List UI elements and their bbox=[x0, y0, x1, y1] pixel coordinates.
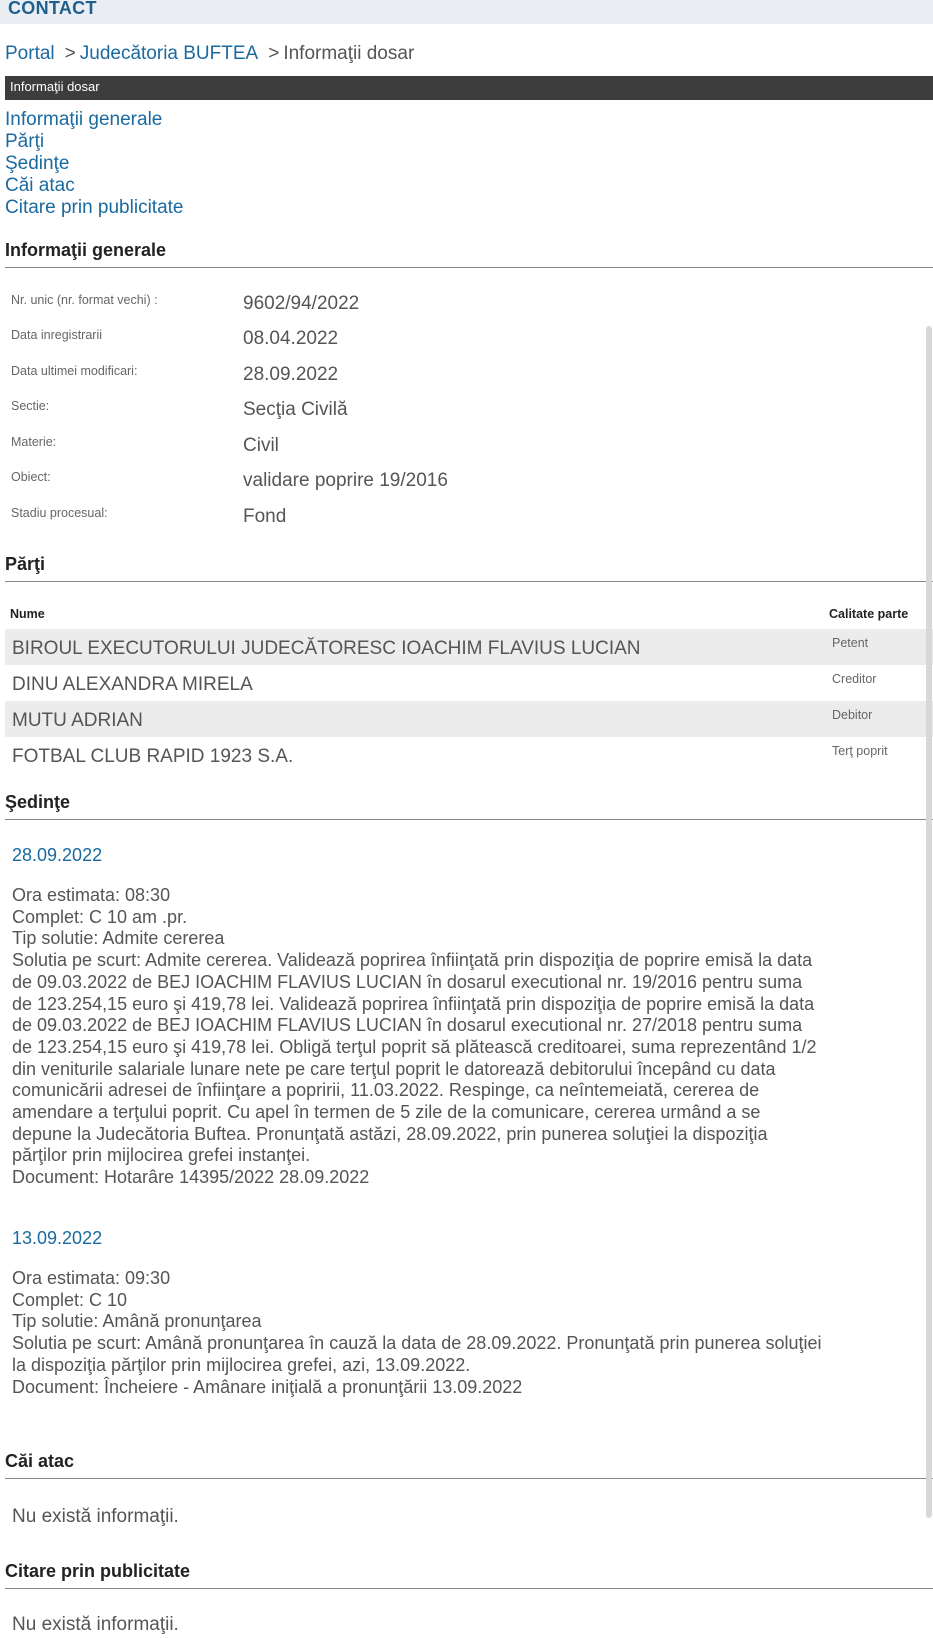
info-row bbox=[11, 470, 911, 504]
party-row bbox=[5, 701, 933, 737]
info-row bbox=[11, 328, 911, 362]
info-label: Sectie: bbox=[11, 399, 50, 413]
hearing-line: depune la Judecătoria Buftea. Pronunţată astăzi, 28.09.2022, prin punerea soluţiei la dispoziţia bbox=[12, 1123, 768, 1144]
hearing-line: Solutia pe scurt: Amână pronunţarea în cauză la data de 28.09.2022. Pronunţată prin punerea soluţiei bbox=[12, 1333, 822, 1354]
info-row bbox=[11, 364, 911, 398]
info-label: Obiect: bbox=[11, 470, 51, 484]
top-bar bbox=[0, 0, 933, 24]
column-header-role: Calitate parte bbox=[829, 607, 909, 621]
party-name: MUTU ADRIAN bbox=[12, 710, 143, 731]
party-row bbox=[5, 665, 933, 701]
scrollbar[interactable] bbox=[926, 326, 932, 1518]
info-label: Nr. unic (nr. format vechi) : bbox=[11, 293, 158, 307]
hearing-line: de 123.254,15 euro şi 419,78 lei. Validează poprirea înfiinţată prin dispoziţia de poprire emisă la data bbox=[12, 993, 815, 1014]
hearing-line: Tip solutie: Amână pronunţarea bbox=[12, 1311, 262, 1332]
info-row bbox=[11, 435, 911, 469]
hearing-line: de 09.03.2022 de BEJ IOACHIM FLAVIUS LUCIAN în dosarul executional nr. 27/2018 pentru suma bbox=[12, 1015, 803, 1036]
header-bar-title: Informaţii dosar bbox=[10, 79, 100, 94]
info-label: Data ultimei modificari: bbox=[11, 364, 138, 378]
party-role: Debitor bbox=[832, 708, 873, 722]
nav-link-parti[interactable]: Părţi bbox=[5, 131, 45, 152]
header-bar bbox=[5, 76, 933, 100]
breadcrumb-portal[interactable]: Portal bbox=[5, 43, 55, 64]
breadcrumb-separator: > bbox=[268, 43, 280, 64]
info-value: Fond bbox=[243, 506, 287, 527]
party-row bbox=[5, 629, 933, 665]
empty-message: Nu există informaţii. bbox=[12, 1506, 179, 1527]
hearing-line: amendare a terţului poprit. Cu apel în termen de 5 zile de la comunicare, cererea urmând a se bbox=[12, 1102, 761, 1123]
hearing-line: Complet: C 10 am .pr. bbox=[12, 906, 188, 927]
breadcrumb-separator: > bbox=[64, 43, 76, 64]
nav-link-cai-atac[interactable]: Căi atac bbox=[5, 175, 75, 196]
hearing-line: Document: Hotarâre 14395/2022 28.09.2022 bbox=[12, 1167, 370, 1188]
breadcrumb-current: Informaţii dosar bbox=[283, 43, 415, 64]
column-header-name: Nume bbox=[10, 607, 45, 621]
hearing-line: la dispoziţia părţilor prin mijlocirea grefei, azi, 13.09.2022. bbox=[12, 1354, 471, 1375]
hearing-date: 13.09.2022 bbox=[12, 1228, 103, 1248]
section-title-sedinte: Şedinţe bbox=[5, 792, 933, 820]
hearing-line: din veniturile salariale lunare nete pe care terţul poprit le datorează debitorului începând cu data bbox=[12, 1058, 776, 1079]
party-name: DINU ALEXANDRA MIRELA bbox=[12, 674, 253, 695]
info-value: Civil bbox=[243, 435, 279, 456]
hearing-line: Ora estimata: 08:30 bbox=[12, 885, 171, 905]
party-name: BIROUL EXECUTORULUI JUDECĂTORESC IOACHIM FLAVIUS LUCIAN bbox=[12, 638, 641, 659]
hearing-line: Solutia pe scurt: Admite cererea. Validează poprirea înfiinţată prin dispoziţia de poprire emisă la data bbox=[12, 950, 813, 971]
section-nav bbox=[5, 109, 183, 219]
party-name: FOTBAL CLUB RAPID 1923 S.A. bbox=[12, 746, 294, 767]
hearing-line: de 09.03.2022 de BEJ IOACHIM FLAVIUS LUCIAN în dosarul executional nr. 19/2016 pentru suma bbox=[12, 971, 803, 992]
info-value: 9602/94/2022 bbox=[243, 293, 360, 314]
hearing-block bbox=[12, 845, 930, 1189]
info-label: Data inregistrarii bbox=[11, 328, 103, 342]
hearing-line: Complet: C 10 bbox=[12, 1289, 128, 1310]
hearing-line: Document: Încheiere - Amânare iniţială a pronunţării 13.09.2022 bbox=[12, 1376, 523, 1397]
hearing-line: Tip solutie: Admite cererea bbox=[12, 928, 225, 949]
party-role: Creditor bbox=[832, 672, 877, 686]
info-value: Secţia Civilă bbox=[243, 399, 348, 420]
info-value: 08.04.2022 bbox=[243, 328, 339, 349]
section-title-cai-atac: Căi atac bbox=[5, 1451, 933, 1479]
party-role: Petent bbox=[832, 636, 869, 650]
breadcrumb-court[interactable]: Judecătoria BUFTEA bbox=[79, 43, 259, 64]
hearing-line: comunicării adresei de înfiinţare a popririi, 11.03.2022. Respinge, ca neîntemeiată, cererea de bbox=[12, 1080, 760, 1101]
section-title-parti: Părţi bbox=[5, 554, 933, 582]
nav-link-general[interactable]: Informaţii generale bbox=[5, 109, 163, 130]
hearing-date: 28.09.2022 bbox=[12, 845, 103, 865]
hearing-line: părţilor prin mijlocirea grefei instanţei. bbox=[12, 1145, 311, 1166]
nav-link-sedinte[interactable]: Şedinţe bbox=[5, 153, 70, 174]
empty-message: Nu există informaţii. bbox=[12, 1614, 179, 1635]
contact-link[interactable]: CONTACT bbox=[8, 0, 97, 18]
info-value: validare poprire 19/2016 bbox=[243, 470, 448, 491]
section-title-citare: Citare prin publicitate bbox=[5, 1561, 933, 1589]
info-label: Materie: bbox=[11, 435, 57, 449]
breadcrumb bbox=[5, 43, 414, 65]
party-row bbox=[5, 737, 933, 773]
info-value: 28.09.2022 bbox=[243, 364, 339, 385]
info-row bbox=[11, 293, 911, 327]
hearing-line: de 123.254,15 euro şi 419,78 lei. Obligă terţul poprit să plătească creditoarei, suma reprezentând 1/2 bbox=[12, 1036, 817, 1057]
party-role: Terţ poprit bbox=[832, 744, 888, 758]
nav-link-citare[interactable]: Citare prin publicitate bbox=[5, 197, 184, 218]
hearing-block bbox=[12, 1228, 930, 1398]
info-row bbox=[11, 506, 911, 540]
info-label: Stadiu procesual: bbox=[11, 506, 108, 520]
info-row bbox=[11, 399, 911, 433]
section-title-general: Informaţii generale bbox=[5, 240, 933, 268]
hearing-line: Ora estimata: 09:30 bbox=[12, 1268, 171, 1288]
